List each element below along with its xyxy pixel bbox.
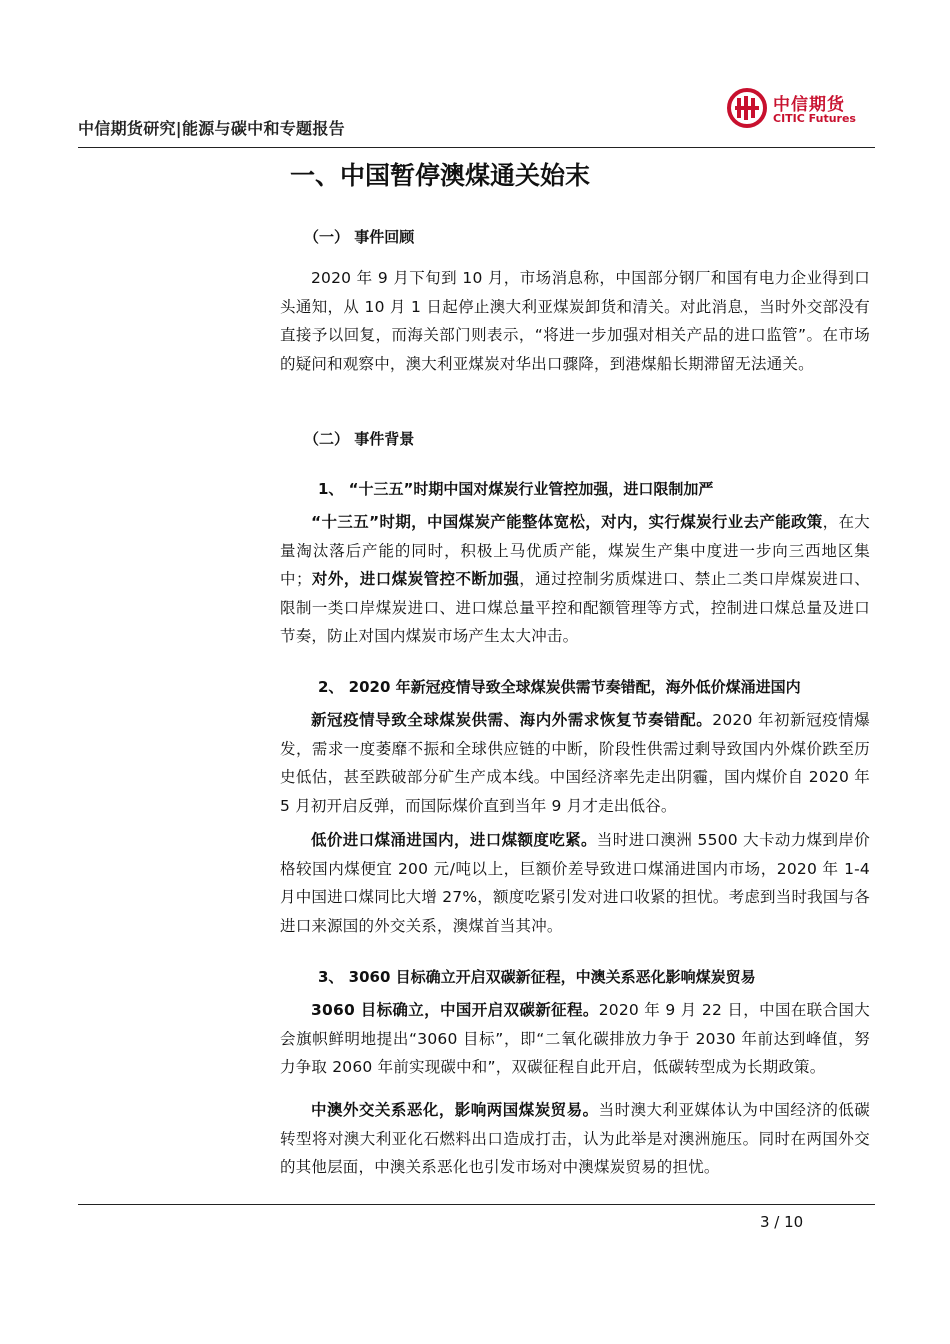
- bold-lead-1: “十三五”时期，中国煤炭产能整体宽松，对内，实行煤炭行业去产能政策: [311, 513, 823, 531]
- text-span: 当时澳大利亚媒体认为中国经济的低碳转型将对澳大利亚化石燃料出口造成打击，认为此举是对澳洲施压。同时在两国外交的其他层面，中澳关系恶化也引发市场对中澳煤炭贸易的担忧。: [280, 1101, 870, 1177]
- bold-lead-2a: 新冠疫情导致全球煤炭供需、海内外需求恢复节奏错配。: [311, 711, 713, 729]
- subsection-heading-review: （一） 事件回顾: [304, 228, 415, 246]
- paragraph-item-3b: [280, 1096, 870, 1182]
- bold-lead-3b: 中澳外交关系恶化，影响两国煤炭贸易。: [311, 1101, 599, 1119]
- text-span: 2020 年 9 月 22 日，中国在联合国大会旗帜鲜明地提出“3060 目标”，即“二氧化碳排放力争于 2030 年前达到峰值，努力争取 2060 年前实现碳中和”，双碳征程自此开启，低碳转型成为长期政策。: [280, 1001, 870, 1077]
- bold-lead-1b: 对外，进口煤炭管控不断加强: [311, 570, 520, 589]
- citic-logo-icon: [727, 88, 767, 128]
- header-divider: [78, 147, 875, 148]
- bold-lead-2b: 低价进口煤涌进国内，进口煤额度吃紧。: [311, 831, 597, 849]
- section-title: 一、中国暂停澳煤通关始末: [290, 161, 591, 190]
- footer-divider: [78, 1204, 875, 1205]
- item-heading-2: 2、 2020 年新冠疫情导致全球煤炭供需节奏错配，海外低价煤涌进国内: [318, 678, 801, 696]
- paragraph-item-2a: [280, 706, 870, 820]
- page-number: 3 / 10: [760, 1213, 804, 1231]
- paragraph-review: 2020 年 9 月下旬到 10 月，市场消息称，中国部分钢厂和国有电力企业得到口头通知，从 10 月 1 日起停止澳大利亚煤炭卸货和清关。对此消息，当时外交部没有直接予以回复，而海关部门则表示，“将进一步加强对相关产品的进口监管”。在市场的疑问和观察中，澳大利亚煤炭对华出口骤降，到港煤船长期滞留无法通关。: [280, 269, 870, 373]
- report-header-title: 中信期货研究|能源与碳中和专题报告: [78, 119, 345, 138]
- paragraph-item-3a: [280, 996, 870, 1082]
- logo-chinese-text: 中信期货: [773, 95, 845, 115]
- item-heading-3: 3、 3060 目标确立开启双碳新征程，中澳关系恶化影响煤炭贸易: [318, 968, 756, 986]
- logo-english-text: CITIC Futures: [773, 112, 856, 125]
- citic-logo: [727, 88, 867, 134]
- subsection-heading-background: （二） 事件背景: [304, 430, 415, 448]
- paragraph-item-2b: [280, 826, 870, 940]
- text-span: ，在大量淘汰落后产能的同时，积极上马优质产能，煤炭生产集中度进一步向三西地区集中；: [280, 513, 870, 589]
- text-span: ，通过控制劣质煤进口、禁止二类口岸煤炭进口、限制一类口岸煤炭进口、进口煤总量平控和配额管理等方式，控制进口煤总量及进口节奏，防止对国内煤炭市场产生太大冲击。: [280, 570, 870, 646]
- bold-lead-3a: 3060 目标确立，中国开启双碳新征程。: [311, 1001, 599, 1019]
- text-span: 2020 年初新冠疫情爆发，需求一度萎靡不振和全球供应链的中断，阶段性供需过剩导致国内外煤价跌至历史低估，甚至跌破部分矿生产成本线。中国经济率先走出阴霾，国内煤价自 2020 年 5 月初开启反弹，而国际煤价直到当年 9 月才走出低谷。: [280, 711, 870, 815]
- text-span: 当时进口澳洲 5500 大卡动力煤到岸价格较国内煤便宜 200 元/吨以上，巨额价差导致进口煤涌进国内市场，2020 年 1-4 月中国进口煤同比大增 27%，额度吃紧引发对进口收紧的担忧。考虑到当时我国与各进口来源国的外交关系，澳煤首当其冲。: [280, 831, 870, 935]
- item-heading-1: 1、 “十三五”时期中国对煤炭行业管控加强，进口限制加严: [318, 480, 714, 498]
- paragraph-item-1: [280, 508, 870, 651]
